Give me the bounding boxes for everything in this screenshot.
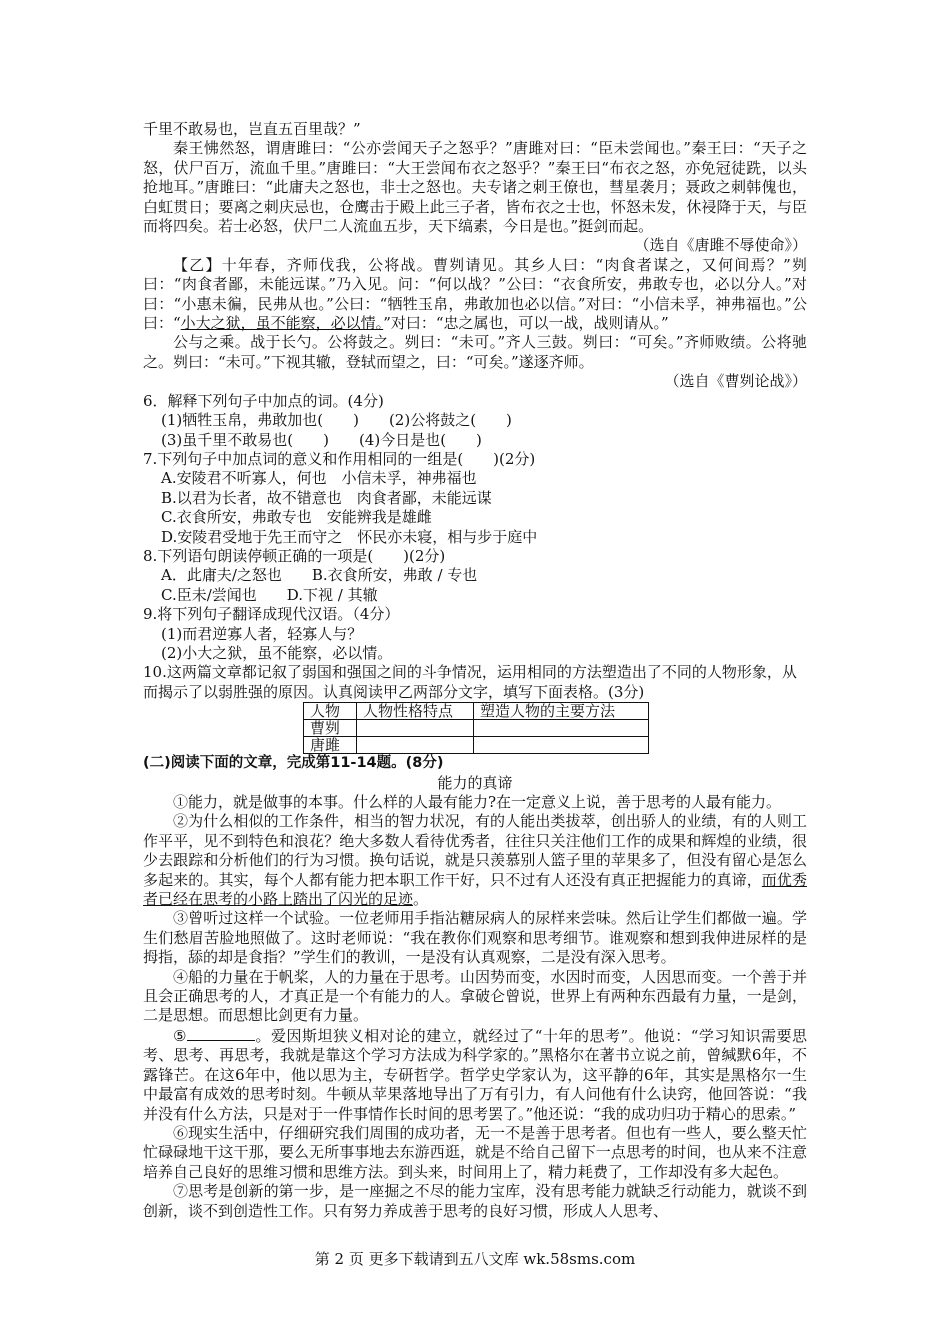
question-8-options-cd: C.臣未/尝闻也 D.下视 / 其辙 [161, 585, 378, 604]
question-7-option-a: A.安陵君不听寡人，何也 小信未孚，神弗福也 [161, 469, 477, 488]
yi-source: （选自《曹刿论战》） [664, 372, 807, 391]
article-para-7: ⑦思考是创新的第一步，是一座掘之不尽的能力宝库，没有思考能力就缺乏行动能力，就谈不到创新，谈不到创造性工作。只有努力养成善于思考的良好习惯，形成人人思考、 [143, 1182, 807, 1220]
table-row [304, 737, 649, 754]
question-7-option-b: B.以君为长者，故不错意也 肉食者鄙，未能远谋 [161, 488, 492, 507]
question-7-option-c: C.衣食所安，弗敢专也 安能辨我是雄雌 [161, 508, 432, 527]
question-9: 9.将下列句子翻译成现代汉语。（4分） [143, 605, 400, 624]
article-para-2-end: 。 [413, 890, 429, 909]
article-para-5-text: 。爱因斯坦狭义相对论的建立，就经过了“十年的思考”。他说：“学习知识需要思考、思考、再思考，我就是靠这个学习方法成为科学家的。”黑格尔在著书立说之前，曾缄默6年，不露锋芒。在这6年中，他以思为主，专研哲学。哲学史学家认为，这平静的6年，其实是黑格尔一生中最富有成效的思考时刻。牛顿从苹果落地导出了万有引力，有人问他有什么诀窍，他回答说：“我并没有什么方法，只是对于一件事情作长时间的思考罢了。”他还说：“我的成功归功于精心的思索。” [143, 1026, 807, 1123]
section-2-heading: (二)阅读下面的文章，完成第11-14题。(8分) [143, 755, 444, 772]
yi-para-1-start: 【乙】十年春，齐师伐我，公将战。曹刿请见。其乡人曰：“肉食者谋之，又何间焉？”刿曰：“肉食者鄙，未能远谋。”乃入见。问：“何以战？”公曰：“衣食所安，弗敢专也，必以分人。”对曰：“小惠未徧，民弗从也。”公曰：“牺牲玉帛，弗敢加也必以信。”对曰：“小信未孚，神弗福也。”公曰：“ [143, 255, 807, 333]
question-10: 10.这两篇文章都记叙了弱国和强国之间的斗争情况，运用相同的方法塑造出了不同的人物形象，从而揭示了以弱胜强的原因。认真阅读甲乙两部分文字，填写下面表格。(3分) [143, 663, 797, 701]
table-cell-blank[interactable] [357, 720, 474, 737]
table-cell-blank[interactable] [474, 720, 649, 737]
article-underlined-sentence: 而优秀者已经在思考的小路上踏出了闪光的足迹 [143, 870, 807, 909]
question-6-line-2: (3)虽千里不敢易也( ) (4)今日是也( ) [161, 430, 482, 449]
yi-para-2: 公与之乘。战于长勺。公将鼓之。刿曰：“未可。”齐人三鼓。刿曰：“可矣。”齐师败绩。公将驰之。刿曰：“未可。”下视其辙，登轼而望之，曰：“可矣。”遂逐齐师。 [143, 333, 807, 371]
table-cell-name: 唐雎 [304, 737, 357, 754]
article-title: 能力的真谛 [437, 773, 513, 792]
yi-underlined-sentence: 小大之狱，虽不能察，必以情。 [180, 314, 384, 333]
table-header: 人物性格特点 [357, 703, 474, 720]
document-page [143, 120, 807, 1221]
table-cell-name: 曹刿 [304, 720, 357, 737]
question-9-item-1: (1)而君逆寡人者，轻寡人与？ [161, 624, 363, 643]
article-para-5-number: ⑤ [173, 1026, 187, 1045]
article-para-1: ①能力，就是做事的本事。什么样的人最有能力?在一定意义上说，善于思考的人最有能力。 [173, 793, 782, 811]
table-cell-blank[interactable] [357, 737, 474, 754]
table-row [304, 720, 649, 737]
table-header-row [304, 703, 649, 720]
character-table [303, 702, 649, 754]
question-9-item-2: (2)小大之狱，虽不能察，必以情。 [161, 643, 393, 662]
article-para-6: ⑥现实生活中，仔细研究我们周围的成功者，无一不是善于思考者。但也有一些人，要么整天忙忙碌碌地干这干那，要么无所事事地去东游西逛，就是不给自己留下一点思考的时间，也从来不注意培养自己良好的思维习惯和思维方法。到头来，时间用上了，精力耗费了，工作却没有多大起色。 [143, 1123, 807, 1181]
article-para-3: ③曾听过这样一个试验。一位老师用手指沾糖尿病人的尿样来尝味。然后让学生们都做一遍。学生们愁眉苦脸地照做了。这时老师说：“我在教你们观察和思考细节。谁观察和想到我伸进尿样的是拇指，舔的却是食指？”学生们的教训，一是没有认真观察，二是没有深入思考。 [143, 909, 807, 967]
question-6-line-1: (1)牺牲玉帛，弗敢加也( ) (2)公将鼓之( ) [161, 411, 512, 430]
jia-para-1: 秦王怫然怒，谓唐雎曰：“公亦尝闻天子之怒乎？”唐雎对曰：“臣未尝闻也。”秦王曰：“天子之怒，伏尸百万，流血千里。”唐雎曰：“大王尝闻布衣之怒乎？”秦王曰“布衣之怒，亦免冠徒跣，以头抢地耳。”唐雎曰：“此庸夫之怒也，非士之怒也。夫专诸之刺王僚也，彗星袭月；聂政之刺韩傀也，白虹贯日；要离之刺庆忌也，仓鹰击于殿上此三子者，皆布衣之士也，怀怒未发，休祲降于天，与臣而将四矣。若士必怒，伏尸二人流血五步，天下缟素，今日是也。”挺剑而起。 [143, 139, 807, 236]
yi-para-1-end: ”对曰：“忠之属也，可以一战，战则请从。” [383, 314, 669, 333]
table-cell-blank[interactable] [474, 737, 649, 754]
question-8: 8.下列语句朗读停顿正确的一项是( )(2分) [143, 546, 446, 565]
article-para-4: ④船的力量在于帆桨，人的力量在于思考。山因势而变，水因时而变，人因思而变。一个善于并且会正确思考的人，才真正是一个有能力的人。拿破仑曾说，世界上有两种东西最有力量，一是剑，二是思想。而思想比剑更有力量。 [143, 967, 807, 1025]
question-8-options-ab: A．此庸夫/之怒也 B.衣食所安，弗敢 / 专也 [161, 566, 478, 585]
question-7: 7.下列句子中加点词的意义和作用相同的一组是( )(2分) [143, 449, 536, 468]
jia-para-0: 千里不敢易也，岂直五百里哉？” [143, 120, 361, 138]
table-header: 塑造人物的主要方法 [474, 703, 649, 720]
jia-source: （选自《唐雎不辱使命》） [634, 236, 807, 255]
article-para-2-start: ②为什么相似的工作条件，相当的智力状况，有的人能出类拔萃，创出骄人的业绩，有的人则工作平平，见不到特色和浪花？绝大多数人看待优秀者，往往只关注他们工作的成果和辉煌的业绩，很少去跟踪和分析他们的行为习惯。换句话说，就是只羡慕别人篮子里的苹果多了，但没有留心是怎么多起来的。其实，每个人都有能力把本职工作干好，只不过有人还没有真正把握能力的真谛， [143, 812, 807, 889]
page-footer: 第 2 页 更多下载请到五八文库 wk.58sms.com [314, 1250, 636, 1268]
article-para-2 [143, 812, 807, 909]
question-7-option-d: D.安陵君受地于先王而守之 怀民亦未寝，相与步于庭中 [161, 527, 538, 546]
table-header: 人物 [304, 703, 357, 720]
article-para-5 [143, 1026, 807, 1124]
question-6: 6．解释下列句子中加点的词。(4分) [143, 391, 384, 410]
fill-in-blank[interactable] [187, 1026, 255, 1041]
yi-para-1 [143, 256, 807, 334]
